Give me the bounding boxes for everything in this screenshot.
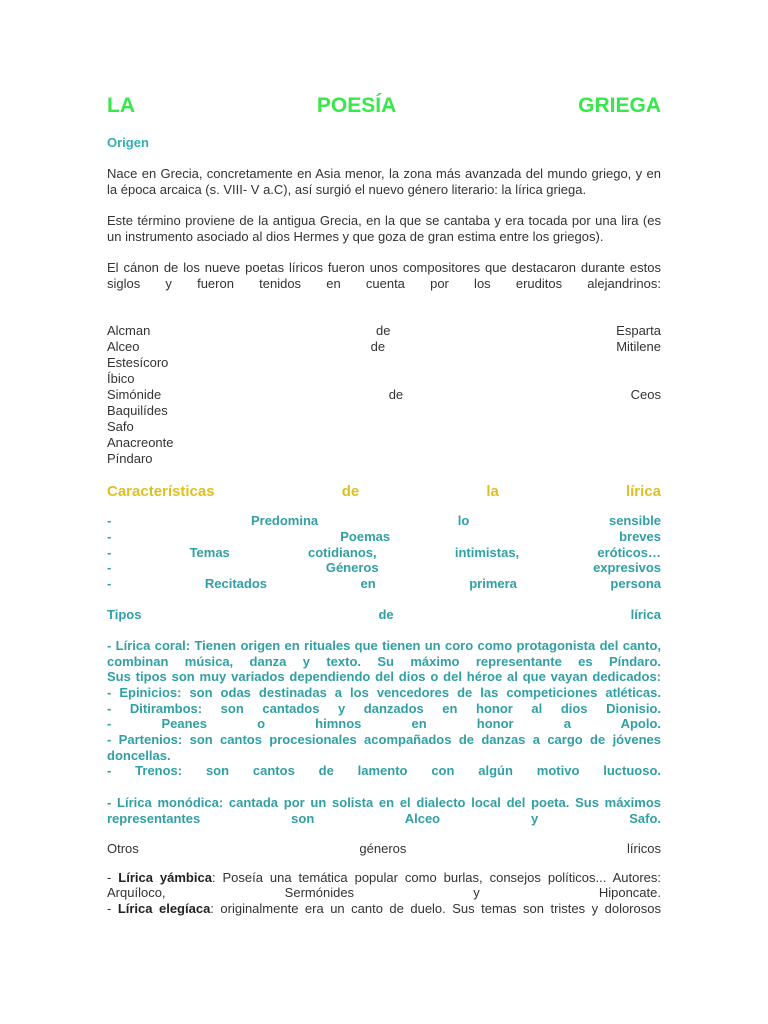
poet-row [107,355,661,371]
characteristic-word: Recitados [204,576,267,592]
poet-cell: Ceos [630,387,661,402]
elegiaca-label: Lírica elegíaca [117,901,211,917]
poet-row [107,339,661,355]
section-heading-otros [107,841,661,857]
title-word: GRIEGA [578,94,661,117]
yambica-line: - Lírica yámbica: Poseía una temática popular como burlas, consejos políticos... Autores: [107,869,661,885]
characteristic-word: persona [610,576,661,592]
paragraph-origin: Nace en Grecia, concretamente en Asia menor, la zona más avanzada del mundo griego, y en la época arcaica (s. VIII- V a.C), así surgió el nuevo género literario: la lírica griega. [107,166,661,197]
characteristic-word: intimistas, [454,544,520,560]
heading-word: Características [107,483,215,500]
poet-cell: Íbico [107,371,135,386]
poet-cell: Alcman [107,323,151,338]
section-heading-origen: Origen [107,135,149,150]
other-genres [107,870,661,917]
poet-cell: Estesícoro [107,355,169,370]
characteristic-word: expresivos [593,560,661,576]
characteristic-word: lo [457,513,470,528]
text-line: doncellas. [107,747,171,763]
characteristic-word: - [107,576,112,592]
text-line: representantes son Alceo y Safo. [107,810,661,826]
characteristic-item [107,529,661,545]
poet-row [107,323,661,339]
poet-cell: Píndaro [107,451,153,466]
poet-row [107,435,661,451]
heading-word: géneros [359,840,407,856]
characteristic-word: - [107,513,112,528]
poet-row [107,371,661,387]
heading-word: líricos [627,840,661,856]
text-line: - Lírica coral: Tienen origen en rituales que tienen un coro como protagonista del canto, [107,637,661,653]
characteristic-word: sensible [608,513,661,528]
poet-cell: de [370,339,386,354]
characteristic-item [107,560,661,576]
heading-word: Otros [107,840,139,856]
poet-cell: Safo [107,419,134,434]
characteristic-word: eróticos… [597,544,661,560]
heading-word: lírica [630,606,661,622]
characteristic-word: - [107,560,112,576]
yambica-label: Lírica yámbica [118,869,212,885]
heading-word: de [378,606,394,622]
heading-word: lírica [625,483,661,500]
text-line: - Partenios: son cantos procesionales acompañados de danzas a cargo de jóvenes [107,732,661,748]
poet-cell: Simónide [107,387,162,402]
title-word: POESÍA [316,94,397,117]
page-title [107,92,661,120]
heading-word: Tipos [107,606,142,622]
text-line: - Peanes o himnos en honor a Apolo. [107,716,661,732]
poet-cell: Baquilídes [107,403,168,418]
heading-word: de [341,483,360,500]
characteristic-word: Géneros [325,560,379,576]
poet-cell: Mitilene [616,339,661,354]
poet-cell: de [388,387,404,402]
characteristic-word: Poemas [340,528,391,544]
poet-row [107,403,661,419]
characteristic-word: cotidianos, [308,544,377,560]
section-heading-caracteristicas [107,483,661,501]
lirica-monodica-block [107,795,661,826]
text-line: - Epinicios: son odas destinadas a los vencedores de las competiciones atléticas. [107,685,661,701]
characteristic-word: - [107,544,112,560]
elegiaca-text: : originalmente era un canto de duelo. Sus temas son tristes y dolorosos [210,901,661,917]
characteristic-word: Temas [189,544,230,560]
poet-row [107,419,661,435]
characteristic-item [107,545,661,561]
characteristic-item [107,513,661,529]
heading-word: la [486,483,499,500]
characteristic-word: - [107,528,112,544]
text-line: combinan música, danza y texto. Su máximo representante es Píndaro. [107,653,661,669]
text-line: Sus tipos son muy variados dependiendo del dios o del héroe al que vayan dedicados: [107,669,661,685]
elegiaca-line: - Lírica elegíaca: originalmente era un canto de duelo. Sus temas son tristes y dolorosos [107,901,661,917]
text-line: - Ditirambos: son cantados y danzados en honor al dios Dionisio. [107,700,661,716]
lirica-coral-block [107,638,661,779]
characteristic-word: en [360,576,376,592]
characteristic-word: primera [469,576,517,592]
poet-cell: Alceo [107,339,140,354]
characteristic-word: breves [619,528,661,544]
poet-row [107,387,661,403]
yambica-text: : Poseía una temática popular como burlas, consejos políticos... Autores: [211,869,661,885]
text-line: - Lírica monódica: cantada por un solista en el dialecto local del poeta. Sus máximos [107,795,661,811]
poet-cell: Esparta [616,323,661,338]
characteristic-word: Predomina [250,513,319,528]
poets-list [107,323,661,467]
paragraph-term: Este término proviene de la antigua Grecia, en la que se cantaba y era tocada por una lira (es un instrumento asociado al dios Hermes y que goza de gran estima entre los griegos). [107,213,661,244]
characteristic-item [107,576,661,592]
yambica-line-2: Arquíloco, Sermónides y Hiponcate. [107,885,661,901]
poet-cell: de [376,323,391,338]
poet-cell: Anacreonte [107,435,174,450]
section-heading-tipos [107,607,661,623]
poet-row [107,451,661,467]
paragraph-canon: El cánon de los nueve poetas líricos fueron unos compositores que destacaron durante estos siglos y fueron tenidos en cuenta por los eruditos alejandrinos: [107,260,661,291]
title-word: LA [107,94,135,117]
characteristics-list [107,513,661,592]
text-line: - Trenos: son cantos de lamento con algún motivo luctuoso. [107,763,661,779]
document-content [107,92,661,917]
